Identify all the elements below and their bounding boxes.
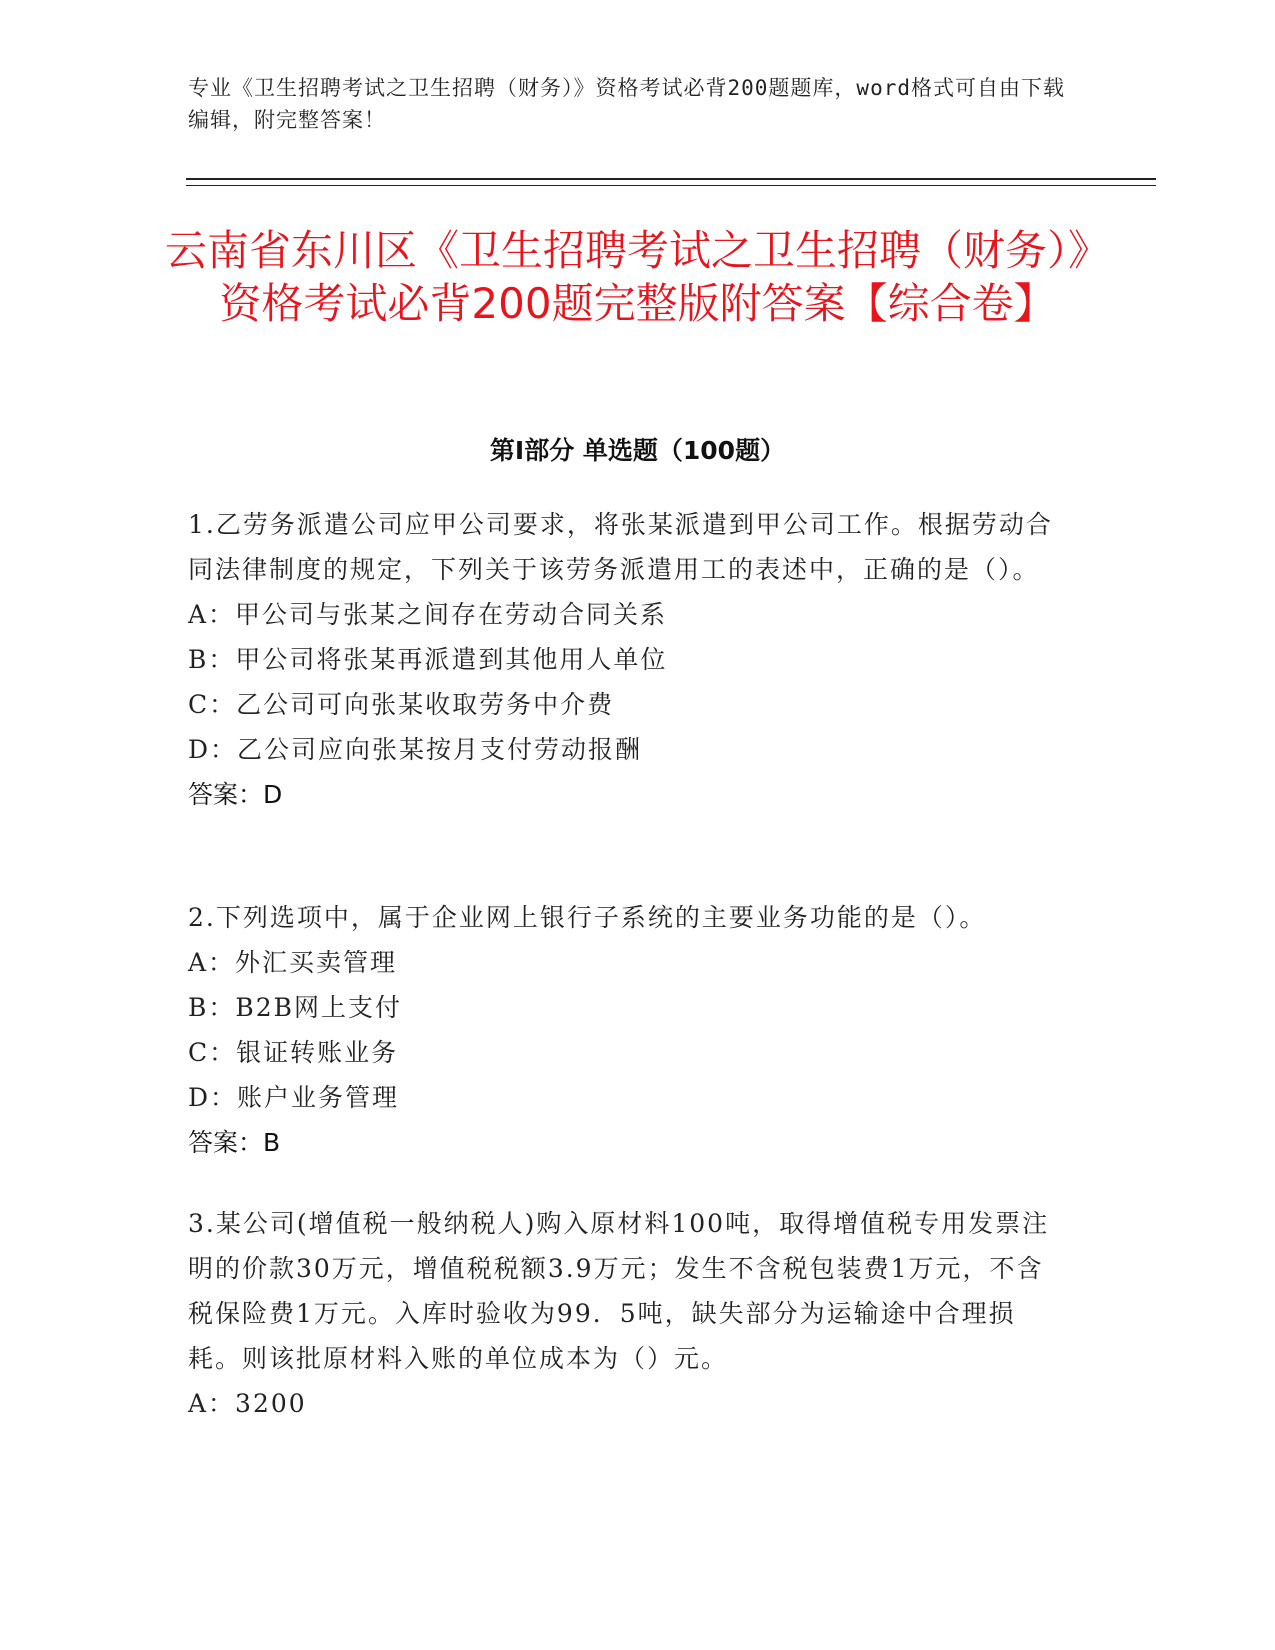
option-a: A：外汇买卖管理	[188, 948, 398, 977]
answer: 答案：B	[188, 1128, 281, 1157]
answer: 答案：D	[188, 780, 283, 809]
option-a: A：3200	[188, 1389, 307, 1418]
option-d: D：乙公司应向张某按月支付劳动报酬	[188, 735, 643, 764]
question-2	[188, 895, 1068, 1165]
option-b: B：B2B网上支付	[188, 993, 403, 1022]
header-divider	[186, 178, 1156, 186]
option-c: C：乙公司可向张某收取劳务中介费	[188, 690, 615, 719]
header-note: 专业《卫生招聘考试之卫生招聘（财务）》资格考试必背200题题库，word格式可自由下载编辑，附完整答案！	[188, 76, 1065, 132]
option-b: B：甲公司将张某再派遣到其他用人单位	[188, 645, 668, 674]
question-1	[188, 502, 1068, 817]
question-3	[188, 1201, 1068, 1426]
option-d: D：账户业务管理	[188, 1083, 400, 1112]
question-stem: 2.下列选项中，属于企业网上银行子系统的主要业务功能的是（）。	[188, 903, 987, 932]
question-stem: 3.某公司(增值税一般纳税人)购入原材料100吨，取得增值税专用发票注明的价款30万元，增值税税额3.9万元；发生不含税包装费1万元，不含税保险费1万元。入库时验收为99．5吨，缺失部分为运输途中合理损耗。则该批原材料入账的单位成本为（）元。	[188, 1209, 1050, 1373]
option-c: C：银证转账业务	[188, 1038, 399, 1067]
document-title: 云南省东川区《卫生招聘考试之卫生招聘（财务）》资格考试必背200题完整版附答案【综合卷】	[164, 226, 1110, 328]
question-stem: 1.乙劳务派遣公司应甲公司要求，将张某派遣到甲公司工作。根据劳动合同法律制度的规定，下列关于该劳务派遣用工的表述中，正确的是（）。	[188, 510, 1053, 584]
option-a: A：甲公司与张某之间存在劳动合同关系	[188, 600, 668, 629]
section-heading: 第I部分 单选题（100题）	[489, 436, 786, 465]
